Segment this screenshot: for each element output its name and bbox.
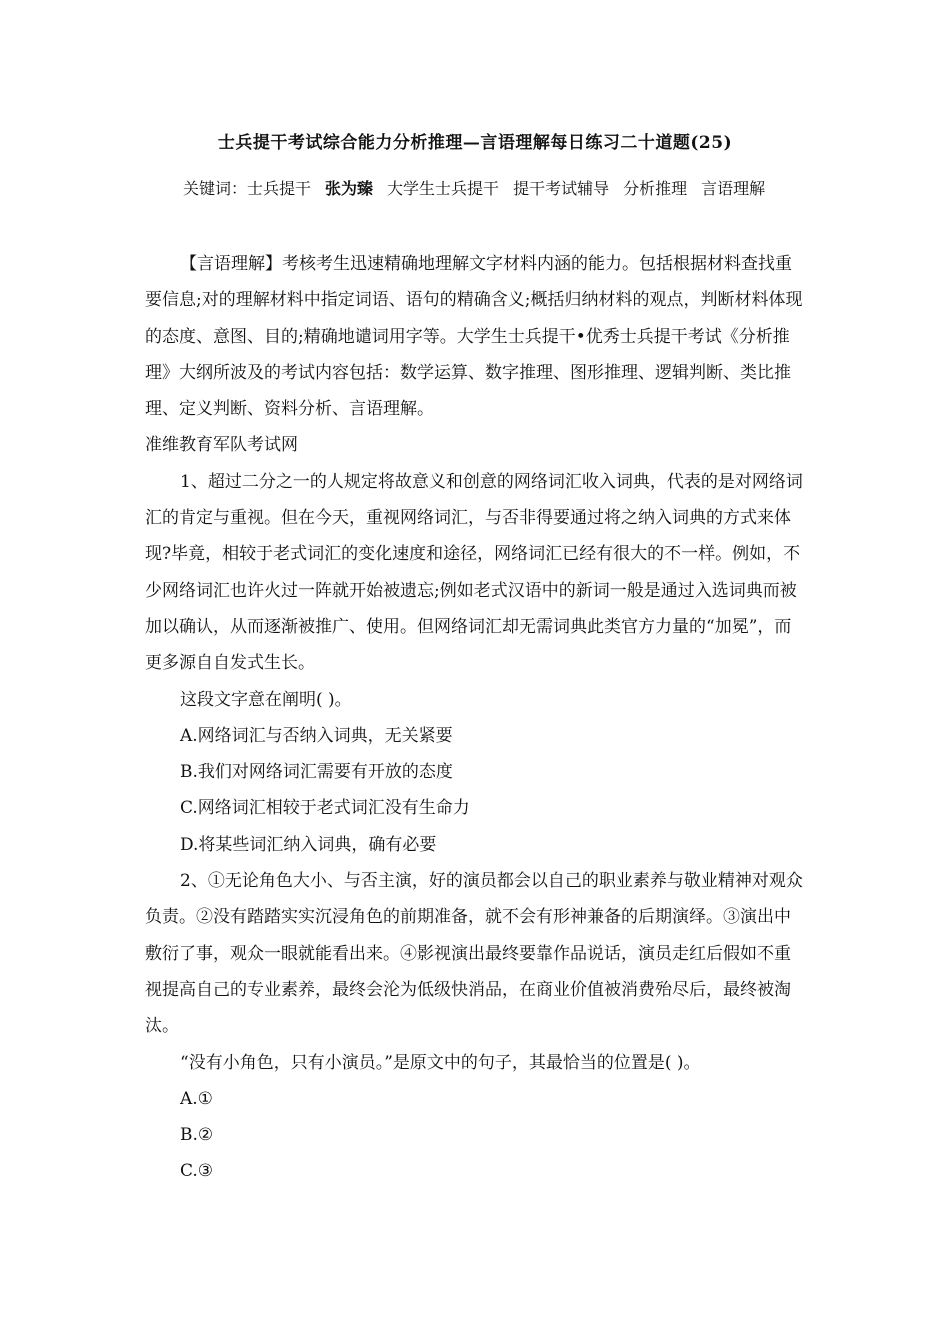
keyword-item: 大学生士兵提干: [387, 179, 500, 198]
keyword-item: 张为臻: [325, 179, 374, 198]
document-body: [145, 246, 805, 1190]
keyword-item: 言语理解: [701, 179, 766, 198]
question-2-option-a: A.①: [180, 1088, 213, 1109]
question-2-stem: “没有小角色，只有小演员。”是原文中的句子，其最恰当的位置是( )。: [180, 1052, 701, 1073]
question-1-stem: 这段文字意在阐明( )。: [180, 689, 352, 710]
keyword-item: 士兵提干: [247, 179, 312, 198]
keywords-label: 关键词：: [183, 179, 248, 198]
question-1-passage: 1、超过二分之一的人规定将故意义和创意的网络词汇收入词典，代表的是对网络词汇的肯定与重视。但在今天，重视网络词汇，与否非得要通过将之纳入词典的方式来体现?毕竟，相较于老式词汇的变化速度和途径，网络词汇已经有很大的不一样。例如，不少网络词汇也许火过一阵就开始被遗忘;例如老式汉语中的新词一般是通过入选词典而被加以确认，从而逐渐被推广、使用。但网络词汇却无需词典此类官方力量的“加冕”，而更多源自自发式生长。: [145, 471, 803, 674]
source-line: 准维教育军队考试网: [145, 435, 298, 456]
question-2-passage: 2、①无论角色大小、与否主演，好的演员都会以自己的职业素养与敬业精神对观众负责。②没有踏踏实实沉浸角色的前期准备，就不会有形神兼备的后期演绎。③演出中敷衍了事，观众一眼就能看出来。④影视演出最终要靠作品说话，演员走红后假如不重视提高自己的专业素养，最终会沦为低级快消品，在商业价值被消费殆尽后，最终被淘汰。: [145, 871, 803, 1037]
keyword-item: 分析推理: [623, 179, 688, 198]
question-1-option-b: B.我们对网络词汇需要有开放的态度: [180, 762, 453, 783]
keywords-line: [145, 176, 805, 202]
question-1-option-d: D.将某些词汇纳入词典，确有必要: [180, 834, 437, 855]
question-2-option-c: C.③: [180, 1161, 214, 1182]
document-title: 士兵提干考试综合能力分析推理—言语理解每日练习二十道题(25): [217, 133, 733, 153]
keyword-item: 提干考试辅导: [513, 179, 610, 198]
question-1-option-c: C.网络词汇相较于老式词汇没有生命力: [180, 798, 470, 819]
question-2-option-b: B.②: [180, 1125, 214, 1146]
intro-paragraph: 【言语理解】考核考生迅速精确地理解文字材料内涵的能力。包括根据材料查找重要信息;对的理解材料中指定词语、语句的精确含义;概括归纳材料的观点，判断材料体现的态度、意图、目的;精确地谴词用字等。大学生士兵提干•优秀士兵提干考试《分析推理》大纲所波及的考试内容包括：数学运算、数字推理、图形推理、逻辑判断、类比推理、定义判断、资料分析、言语理解。: [145, 254, 803, 420]
question-1-option-a: A.网络词汇与否纳入词典，无关紧要: [180, 725, 453, 746]
